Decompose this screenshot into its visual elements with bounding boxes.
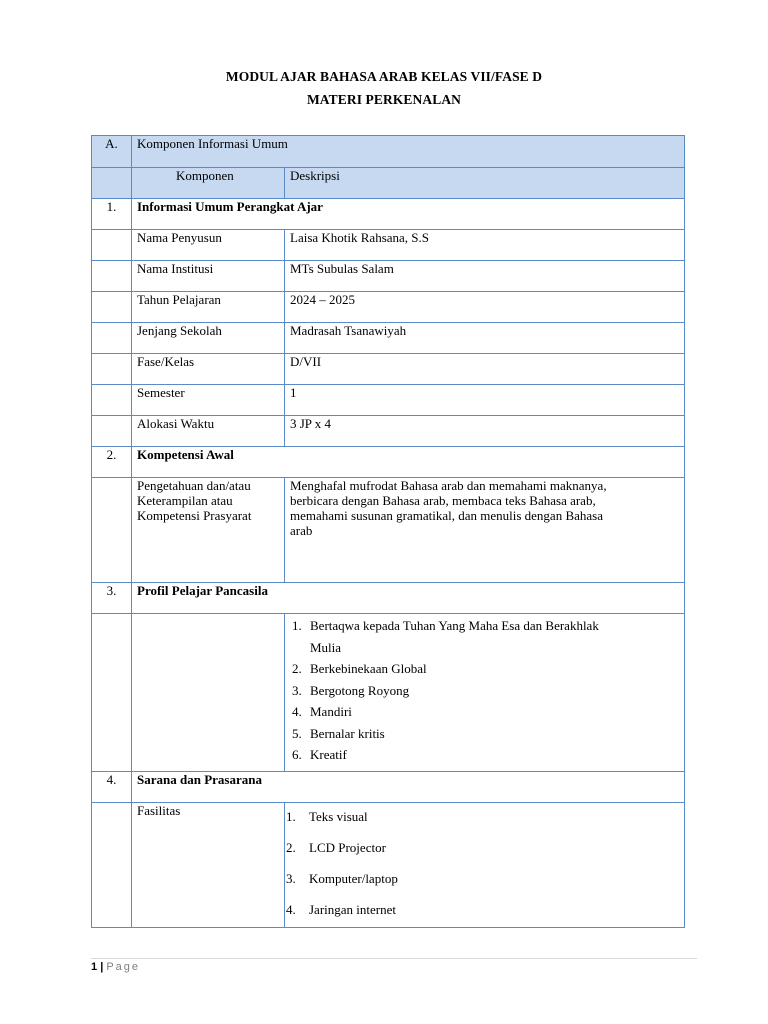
list-item: 5. Bernalar kritis xyxy=(292,725,385,741)
row-value: 1 xyxy=(285,385,685,416)
row-label: Alokasi Waktu xyxy=(132,416,285,447)
section-3-title: Profil Pelajar Pancasila xyxy=(132,583,685,614)
list-item: 3. Bergotong Royong xyxy=(292,682,410,698)
section-a-row xyxy=(92,136,685,168)
page-separator: | xyxy=(100,961,104,973)
section-4-title: Sarana dan Prasarana xyxy=(132,772,685,803)
section-4-number: 4. xyxy=(92,772,132,803)
table-row xyxy=(92,292,685,323)
list-item: 2. Berkebinekaan Global xyxy=(292,661,427,676)
list-item: 2. LCD Projector xyxy=(286,840,386,855)
list-item: 3. Komputer/laptop xyxy=(286,871,398,886)
row-label: Fase/Kelas xyxy=(132,354,285,385)
fasilitas-label: Fasilitas xyxy=(132,803,285,928)
module-info-table xyxy=(91,135,685,928)
profil-list-cell xyxy=(285,614,685,772)
row-value: Madrasah Tsanawiyah xyxy=(285,323,685,354)
profil-list xyxy=(290,615,679,766)
document-subtitle: MATERI PERKENALAN xyxy=(306,92,462,107)
column-header-deskripsi: Deskripsi xyxy=(285,168,685,199)
table-row xyxy=(92,230,685,261)
section-1-number: 1. xyxy=(92,199,132,230)
table-row xyxy=(92,323,685,354)
table-row xyxy=(92,416,685,447)
table-row xyxy=(92,385,685,416)
row-value: 3 JP x 4 xyxy=(285,416,685,447)
list-item: 4. Mandiri xyxy=(292,704,352,719)
row-label: Nama Penyusun xyxy=(132,230,285,261)
column-header-row xyxy=(92,168,685,199)
list-item: 1. Teks visual xyxy=(286,809,368,824)
page-number: 1 xyxy=(91,961,98,973)
list-item: 1. Bertaqwa kepada Tuhan Yang Maha Esa dan Berakhlak Mulia xyxy=(292,618,599,655)
section-2-title: Kompetensi Awal xyxy=(132,447,685,478)
table-row xyxy=(92,803,685,928)
row-label: Tahun Pelajaran xyxy=(132,292,285,323)
table-row xyxy=(92,261,685,292)
page-footer xyxy=(91,961,140,973)
section-2-row xyxy=(92,447,685,478)
fasilitas-list-cell xyxy=(285,803,685,928)
table-row xyxy=(92,354,685,385)
list-item: 4. Jaringan internet xyxy=(286,902,396,917)
section-1-row xyxy=(92,199,685,230)
document-title: MODUL AJAR BAHASA ARAB KELAS VII/FASE D xyxy=(225,69,543,84)
list-item: 6. Kreatif xyxy=(292,747,347,762)
page-label: Page xyxy=(106,961,141,973)
column-header-komponen: Komponen xyxy=(132,168,285,199)
table-row xyxy=(92,614,685,772)
kompetensi-description: Menghafal mufrodat Bahasa arab dan memahami maknanya, berbicara dengan Bahasa arab, membaca teks Bahasa arab, memahami susunan gramatikal, dan menulis dengan Bahasa arab xyxy=(285,478,685,583)
row-value: 2024 – 2025 xyxy=(285,292,685,323)
fasilitas-list xyxy=(285,801,679,925)
footer-divider xyxy=(91,958,697,959)
row-value: MTs Subulas Salam xyxy=(285,261,685,292)
row-value: D/VII xyxy=(285,354,685,385)
row-label: Jenjang Sekolah xyxy=(132,323,285,354)
section-1-title: Informasi Umum Perangkat Ajar xyxy=(132,199,685,230)
row-value: Laisa Khotik Rahsana, S.S xyxy=(285,230,685,261)
section-3-row xyxy=(92,583,685,614)
row-label: Semester xyxy=(132,385,285,416)
section-a-number: A. xyxy=(92,136,132,168)
row-label: Nama Institusi xyxy=(132,261,285,292)
section-2-number: 2. xyxy=(92,447,132,478)
kompetensi-label: Pengetahuan dan/atau Keterampilan atau Kompetensi Prasyarat xyxy=(132,478,285,583)
section-3-number: 3. xyxy=(92,583,132,614)
section-a-title: Komponen Informasi Umum xyxy=(132,136,685,168)
table-row xyxy=(92,478,685,583)
section-4-row xyxy=(92,772,685,803)
